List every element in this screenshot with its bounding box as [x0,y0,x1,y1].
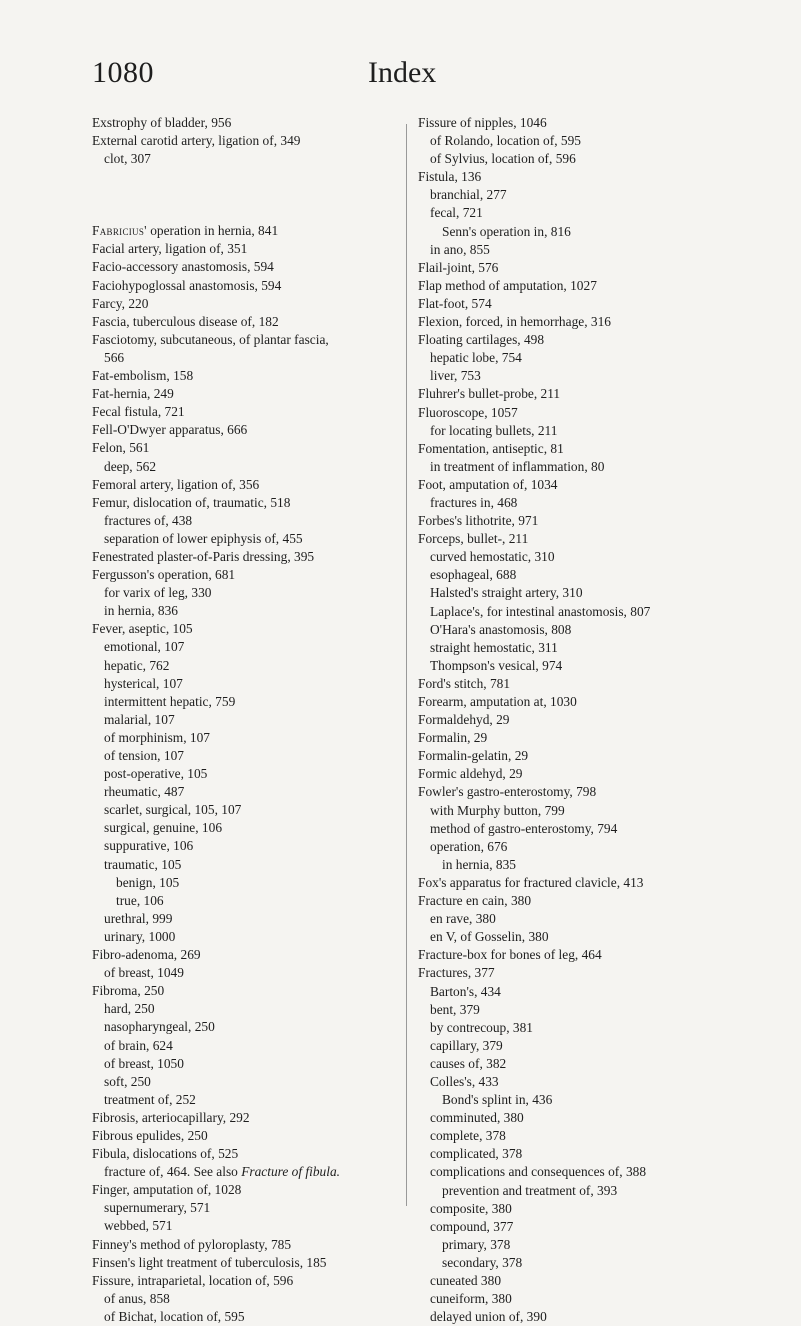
index-entry [92,367,400,385]
entry-text: of Bichat, location of, 595 [104,1308,245,1324]
index-subentry [92,729,400,747]
entry-text: Fluhrer's bullet-probe, 211 [418,386,561,402]
entry-text: Formalin, 29 [418,730,488,746]
entry-text: Colles's, 433 [430,1073,499,1089]
index-entry [92,258,400,276]
entry-smallcaps-term: Fabricius' [92,223,147,239]
index-subentry [92,693,400,711]
entry-text: Fat-embolism, 158 [92,368,194,384]
entry-text: Floating cartilages, 498 [418,332,545,348]
entry-text: en V, of Gosselin, 380 [430,929,549,945]
index-entry [418,675,748,693]
index-subentry [418,1163,748,1181]
index-subentry [418,1182,748,1200]
entry-text: fecal, 721 [430,205,483,221]
entry-text: urinary, 1000 [104,928,176,944]
index-subentry [418,1019,748,1037]
index-subentry [418,1073,748,1091]
index-subentry [92,349,400,367]
index-subentry [92,964,400,982]
index-entry [92,566,400,584]
entry-text: complicated, 378 [430,1146,523,1162]
entry-text: Fibroma, 250 [92,983,165,999]
index-subentry [418,983,748,1001]
entry-text: surgical, genuine, 106 [104,820,223,836]
index-entry [92,240,400,258]
entry-text: Forbes's lithotrite, 971 [418,513,539,529]
index-subentry [92,1308,400,1326]
entry-text: Barton's, 434 [430,983,501,999]
index-subentry [418,1272,748,1290]
index-entry [92,1272,400,1290]
index-entry [418,729,748,747]
index-subentry [418,1091,748,1109]
entry-text: delayed union of, 390 [430,1309,547,1325]
entry-text: with Murphy button, 799 [430,802,565,818]
entry-text: post-operative, 105 [104,766,208,782]
index-subentry [418,856,748,874]
index-subentry [92,1073,400,1091]
index-entry [92,331,400,349]
entry-text: emotional, 107 [104,639,185,655]
index-subentry [92,150,400,168]
index-entry [92,1127,400,1145]
index-entry [92,946,400,964]
index-subentry [418,241,748,259]
index-subentry [92,512,400,530]
entry-text: of brain, 624 [104,1037,173,1053]
entry-text: Fomentation, antiseptic, 81 [418,440,564,456]
entry-text: separation of lower epiphysis of, 455 [104,530,303,546]
entry-text: Femoral artery, ligation of, 356 [92,476,260,492]
index-subentry [92,783,400,801]
index-entry [92,1109,400,1127]
entry-text: for varix of leg, 330 [104,585,212,601]
index-subentry [92,458,400,476]
entry-text: hysterical, 107 [104,675,183,691]
entry-text: Fibro-adenoma, 269 [92,947,201,963]
entry-text: Bond's splint in, 436 [442,1092,553,1108]
entry-text: of anus, 858 [104,1290,170,1306]
entry-text: Fell-O'Dwyer apparatus, 666 [92,422,248,438]
index-entry [418,331,748,349]
index-subentry [418,548,748,566]
index-subentry [92,765,400,783]
entry-text: of breast, 1049 [104,965,184,981]
index-subentry [418,584,748,602]
entry-text: method of gastro-enterostomy, 794 [430,820,618,836]
index-subentry [92,530,400,548]
index-entry [92,114,400,132]
entry-text: in ano, 855 [430,241,490,257]
index-subentry [418,621,748,639]
index-subentry [92,1290,400,1308]
index-column-right [418,114,748,1326]
index-entry [418,892,748,910]
index-entry [92,476,400,494]
index-entry [92,620,400,638]
index-subentry [418,820,748,838]
index-entry [92,132,400,150]
entry-text: Facio-accessory anastomosis, 594 [92,259,274,275]
entry-text: for locating bullets, 211 [430,422,558,438]
entry-text: Fox's apparatus for fractured clavicle, 413 [418,874,644,890]
index-subentry [92,657,400,675]
index-entry [418,440,748,458]
entry-text: comminuted, 380 [430,1110,524,1126]
entry-text: deep, 562 [104,458,157,474]
entry-text: en rave, 380 [430,911,496,927]
entry-text: causes of, 382 [430,1055,507,1071]
entry-text: External carotid artery, ligation of, 349 [92,133,301,149]
index-subentry [92,747,400,765]
entry-text: straight hemostatic, 311 [430,639,558,655]
index-subentry [92,874,400,892]
entry-text: Finger, amputation of, 1028 [92,1182,242,1198]
entry-text: Farcy, 220 [92,295,149,311]
index-entry [92,403,400,421]
index-subentry [418,1145,748,1163]
index-entry [92,1236,400,1254]
entry-text: suppurative, 106 [104,838,194,854]
entry-text: operation, 676 [430,838,508,854]
entry-text: by contrecoup, 381 [430,1019,534,1035]
entry-text: branchial, 277 [430,187,507,203]
column-divider [406,124,407,1206]
index-subentry [92,1199,400,1217]
entry-text: in treatment of inflammation, 80 [430,458,605,474]
entry-text: nasopharyngeal, 250 [104,1019,215,1035]
index-subentry [418,910,748,928]
index-entry [418,747,748,765]
entry-text: Laplace's, for intestinal anastomosis, 807 [430,603,651,619]
entry-text: scarlet, surgical, 105, 107 [104,802,242,818]
entry-text: Fergusson's operation, 681 [92,567,236,583]
index-subentry [92,1217,400,1235]
index-subentry [92,1018,400,1036]
entry-text: Fluoroscope, 1057 [418,404,518,420]
index-subentry [418,186,748,204]
index-entry [92,1254,400,1272]
entry-text: of tension, 107 [104,748,184,763]
index-entry [418,259,748,277]
index-subentry [92,837,400,855]
index-subentry [418,1254,748,1272]
index-entry [418,512,748,530]
index-entry [418,168,748,186]
index-subentry [418,1218,748,1236]
entry-text: operation in hernia, 841 [146,223,279,239]
entry-text: O'Hara's anastomosis, 808 [430,621,572,637]
index-subentry [92,1055,400,1073]
entry-text: bent, 379 [430,1001,480,1017]
entry-text: Flail-joint, 576 [418,259,499,275]
entry-text: Fascia, tuberculous disease of, 182 [92,313,279,329]
index-entry [92,295,400,313]
entry-text: Senn's operation in, 816 [442,223,571,239]
entry-text: urethral, 999 [104,910,173,926]
entry-text: Fasciotomy, subcutaneous, of plantar fascia, [92,331,329,347]
entry-text: Flap method of amputation, 1027 [418,277,597,293]
index-column-left [92,114,400,1326]
entry-text: Fracture-box for bones of leg, 464 [418,947,602,963]
index-entry [418,693,748,711]
entry-text: Fibrosis, arteriocapillary, 292 [92,1109,250,1125]
entry-text: Fracture en cain, 380 [418,893,532,909]
index-subentry [92,910,400,928]
entry-text: Formalin-gelatin, 29 [418,748,529,764]
index-subentry [92,819,400,837]
index-entry [92,385,400,403]
entry-text: Fowler's gastro-enterostomy, 798 [418,784,597,800]
entry-text: Flat-foot, 574 [418,295,492,311]
entry-text: supernumerary, 571 [104,1200,211,1216]
entry-text: fractures in, 468 [430,494,518,510]
entry-text: benign, 105 [116,874,180,890]
index-entry [418,964,748,982]
entry-text: Thompson's vesical, 974 [430,657,563,673]
index-subentry [92,928,400,946]
entry-text: webbed, 571 [104,1218,173,1234]
index-subentry [418,1236,748,1254]
index-entry [418,404,748,422]
index-subentry [92,1037,400,1055]
entry-text: Halsted's straight artery, 310 [430,585,583,601]
index-subentry [418,1109,748,1127]
entry-text: cuneated 380 [430,1273,502,1288]
entry-text: complete, 378 [430,1128,506,1144]
index-entry [418,765,748,783]
entry-text: Femur, dislocation of, traumatic, 518 [92,494,291,510]
index-entry [418,313,748,331]
entry-text: Felon, 561 [92,440,150,456]
entry-text: of morphinism, 107 [104,729,211,745]
entry-cross-reference: Fracture of fibula. [241,1164,341,1180]
section-gap [92,168,400,222]
entry-text: compound, 377 [430,1218,514,1234]
entry-text: complications and consequences of, 388 [430,1164,647,1180]
index-entry [418,874,748,892]
entry-text: Ford's stitch, 781 [418,675,511,691]
index-subentry [92,711,400,729]
index-subentry [418,657,748,675]
index-entry [418,385,748,403]
index-subentry [418,928,748,946]
entry-text: 566 [104,349,125,365]
index-subentry [418,367,748,385]
entry-text: Fistula, 136 [418,169,482,185]
entry-text: true, 106 [116,892,164,908]
entry-text: fracture of, 464. See also [104,1164,242,1180]
index-entry [92,982,400,1000]
entry-text: primary, 378 [442,1236,511,1252]
index-subentry [92,1091,400,1109]
entry-text: capillary, 379 [430,1037,503,1053]
page-header [0,56,801,96]
entry-text: Fibula, dislocations of, 525 [92,1146,239,1162]
entry-text: fractures of, 438 [104,512,193,528]
index-subentry [418,639,748,657]
entry-text: hard, 250 [104,1001,155,1017]
index-subentry [92,1000,400,1018]
index-subentry [418,494,748,512]
entry-text: of Sylvius, location of, 596 [430,151,576,167]
index-subentry [418,1055,748,1073]
entry-text: liver, 753 [430,368,481,384]
entry-text: Foot, amputation of, 1034 [418,476,558,492]
index-subentry [418,422,748,440]
index-subentry [418,150,748,168]
index-entry [92,222,400,240]
entry-text: Fissure, intraparietal, location of, 596 [92,1272,294,1288]
index-subentry [92,1163,400,1181]
entry-text: Fat-hernia, 249 [92,386,174,402]
entry-text: Finney's method of pyloroplasty, 785 [92,1236,292,1252]
entry-text: Forearm, amputation at, 1030 [418,694,577,709]
index-subentry [418,838,748,856]
index-entry [418,476,748,494]
index-entry [92,277,400,295]
entry-text: Fractures, 377 [418,965,495,981]
index-subentry [418,1001,748,1019]
index-entry [92,421,400,439]
entry-text: clot, 307 [104,151,151,167]
running-head: Index [368,56,437,89]
index-subentry [418,1200,748,1218]
index-subentry [418,1127,748,1145]
index-entry [92,439,400,457]
index-subentry [418,566,748,584]
index-subentry [92,602,400,620]
entry-text: rheumatic, 487 [104,784,185,800]
index-subentry [418,458,748,476]
index-entry [92,548,400,566]
entry-text: secondary, 378 [442,1254,523,1270]
index-subentry [92,892,400,910]
entry-text: of breast, 1050 [104,1055,184,1071]
index-subentry [418,1308,748,1326]
entry-text: cuneiform, 380 [430,1291,512,1307]
index-subentry [418,349,748,367]
entry-text: soft, 250 [104,1073,151,1089]
index-subentry [418,603,748,621]
index-entry [418,114,748,132]
index-subentry [418,204,748,222]
index-entry [92,1181,400,1199]
index-subentry [92,675,400,693]
entry-text: Fever, aseptic, 105 [92,621,193,637]
index-subentry [418,802,748,820]
entry-text: hepatic lobe, 754 [430,350,522,366]
index-entry [418,295,748,313]
entry-text: malarial, 107 [104,711,175,727]
entry-text: traumatic, 105 [104,856,182,872]
entry-text: Formic aldehyd, 29 [418,766,523,782]
entry-text: Fecal fistula, 721 [92,404,185,420]
entry-text: prevention and treatment of, 393 [442,1182,618,1198]
index-entry [418,277,748,295]
entry-text: Flexion, forced, in hemorrhage, 316 [418,314,611,330]
index-entry [418,946,748,964]
entry-text: in hernia, 835 [442,856,517,872]
entry-text: intermittent hepatic, 759 [104,693,236,709]
index-entry [418,711,748,729]
entry-text: Facial artery, ligation of, 351 [92,241,248,257]
index-entry [418,530,748,548]
entry-text: in hernia, 836 [104,603,179,619]
entry-text: composite, 380 [430,1200,512,1216]
page-number: 1080 [92,56,154,89]
index-subentry [418,1037,748,1055]
entry-text: Fibrous epulides, 250 [92,1127,208,1143]
entry-text: curved hemostatic, 310 [430,549,555,565]
index-entry [92,313,400,331]
entry-text: Exstrophy of bladder, 956 [92,115,232,130]
index-entry [92,494,400,512]
entry-text: hepatic, 762 [104,657,170,673]
entry-text: esophageal, 688 [430,567,517,583]
index-subentry [418,223,748,241]
index-subentry [92,638,400,656]
entry-text: Fenestrated plaster-of-Paris dressing, 395 [92,548,315,564]
index-subentry [418,1290,748,1308]
index-subentry [92,801,400,819]
entry-text: Finsen's light treatment of tuberculosis, 185 [92,1254,327,1270]
entry-text: Forceps, bullet-, 211 [418,531,529,547]
index-subentry [92,856,400,874]
entry-text: of Rolando, location of, 595 [430,133,581,149]
entry-text: Formaldehyd, 29 [418,712,510,728]
index-subentry [92,584,400,602]
entry-text: Fissure of nipples, 1046 [418,115,547,130]
index-subentry [418,132,748,150]
entry-text: Faciohypoglossal anastomosis, 594 [92,277,282,293]
entry-text: treatment of, 252 [104,1091,196,1107]
index-entry [418,783,748,801]
index-entry [92,1145,400,1163]
